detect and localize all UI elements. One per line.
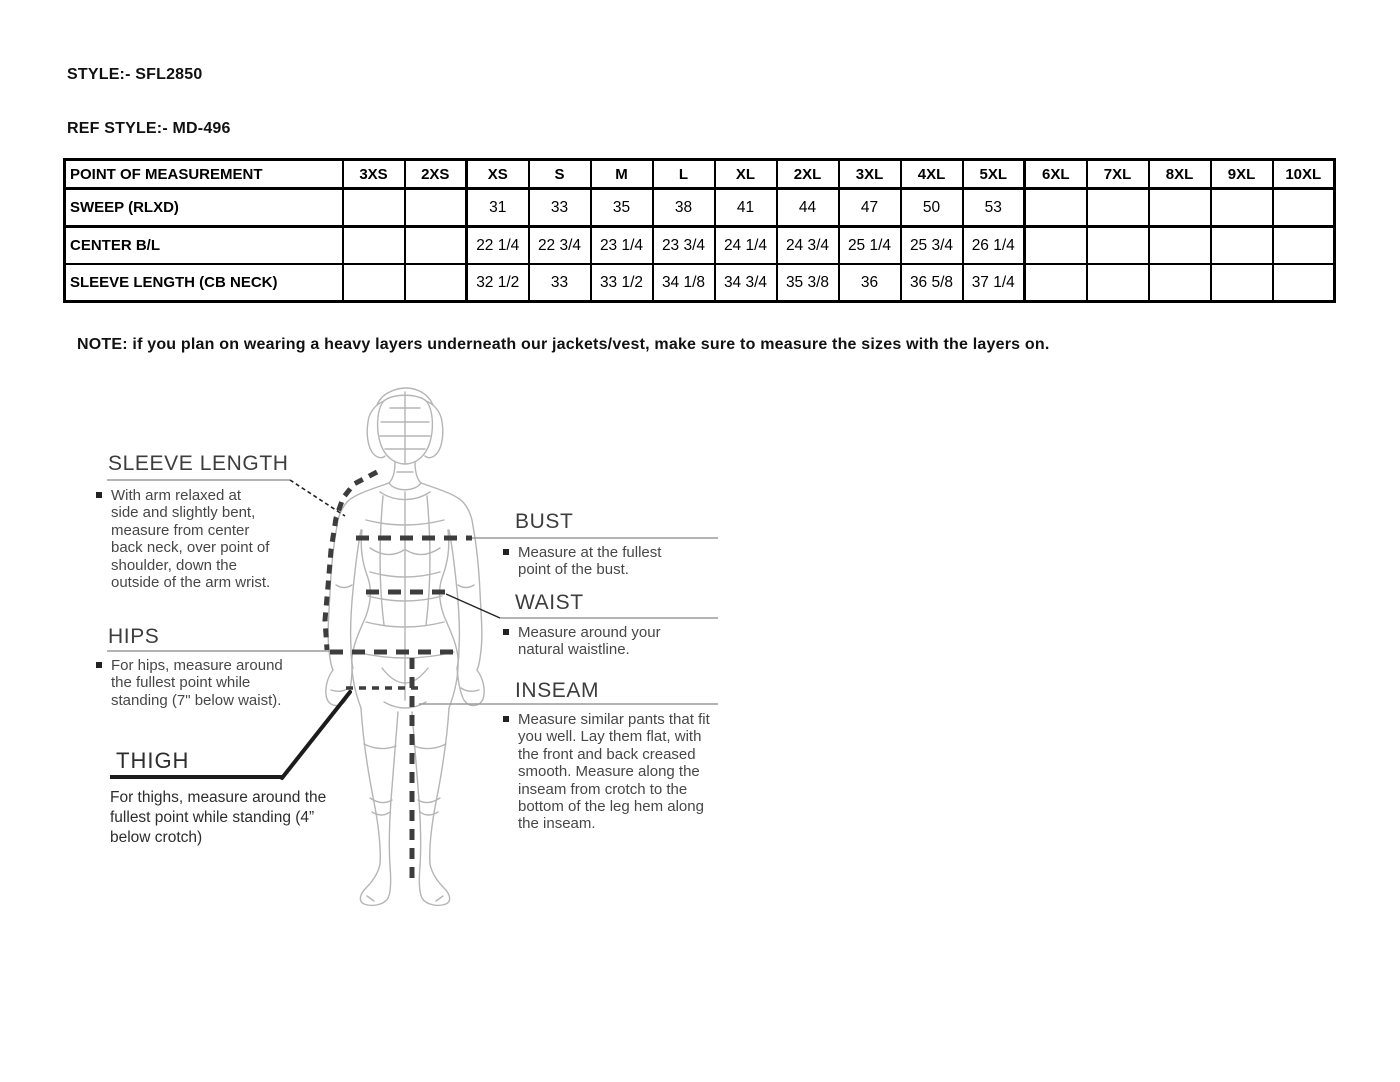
- measurement-cell: [1211, 227, 1273, 265]
- measurement-cell: 37 1/4: [963, 264, 1025, 302]
- col-header-size: 7XL: [1087, 160, 1149, 189]
- col-header-size: M: [591, 160, 653, 189]
- measurement-cell: 33 1/2: [591, 264, 653, 302]
- measurement-cell: 34 3/4: [715, 264, 777, 302]
- measurement-cell: 35 3/8: [777, 264, 839, 302]
- measurement-cell: [1087, 227, 1149, 265]
- col-header-size: 4XL: [901, 160, 963, 189]
- col-header-size: L: [653, 160, 715, 189]
- measurement-cell: 23 1/4: [591, 227, 653, 265]
- col-header-size: 6XL: [1025, 160, 1087, 189]
- measurement-cell: [343, 264, 405, 302]
- bullet-square-icon: [96, 662, 102, 668]
- col-header-size: XL: [715, 160, 777, 189]
- ref-style-label: REF STYLE:- MD-496: [67, 120, 231, 137]
- measurement-cell: [343, 189, 405, 227]
- measurement-cell: [405, 264, 467, 302]
- measurement-cell: 53: [963, 189, 1025, 227]
- col-header-size: 2XS: [405, 160, 467, 189]
- sleeve-pointer-line: [290, 480, 345, 516]
- measurement-cell: [1087, 264, 1149, 302]
- sleeve-length-description: With arm relaxed at side and slightly bent, measure from center back neck, over point of shoulder, down the outside of the arm wrist.: [96, 487, 271, 591]
- col-header-size: S: [529, 160, 591, 189]
- body-wireframe: [326, 388, 484, 905]
- measurement-cell: 44: [777, 189, 839, 227]
- bullet-square-icon: [503, 549, 509, 555]
- measurement-cell: [1025, 264, 1087, 302]
- measurement-cell: [405, 189, 467, 227]
- measurement-cell: 22 3/4: [529, 227, 591, 265]
- waist-description: Measure around your natural waistline.: [503, 624, 683, 659]
- measurement-cell: [1211, 189, 1273, 227]
- col-header-size: 3XS: [343, 160, 405, 189]
- row-label: SWEEP (RLXD): [65, 189, 343, 227]
- col-header-size: 10XL: [1273, 160, 1335, 189]
- bullet-square-icon: [503, 716, 509, 722]
- measurement-cell: 25 1/4: [839, 227, 901, 265]
- col-header-size: 5XL: [963, 160, 1025, 189]
- col-header-size: 8XL: [1149, 160, 1211, 189]
- measurement-cell: [1025, 227, 1087, 265]
- bust-heading: BUST: [515, 510, 574, 533]
- measurement-cell: 23 3/4: [653, 227, 715, 265]
- measurement-cell: 35: [591, 189, 653, 227]
- measurement-cell: 36 5/8: [901, 264, 963, 302]
- measurement-cell: 32 1/2: [467, 264, 529, 302]
- col-header-size: 3XL: [839, 160, 901, 189]
- size-table-row: [65, 189, 1335, 227]
- waist-heading: WAIST: [515, 591, 584, 614]
- measurement-cell: [1087, 189, 1149, 227]
- measurement-cell: 36: [839, 264, 901, 302]
- style-label: STYLE:- SFL2850: [67, 66, 203, 83]
- col-header-point-of-measurement: POINT OF MEASUREMENT: [65, 160, 343, 189]
- measurement-cell: 24 1/4: [715, 227, 777, 265]
- sleeve-length-heading: SLEEVE LENGTH: [108, 452, 289, 475]
- measurement-cell: [1273, 227, 1335, 265]
- measurement-cell: [405, 227, 467, 265]
- measurement-cell: 33: [529, 264, 591, 302]
- size-table-row: [65, 264, 1335, 302]
- row-label: CENTER B/L: [65, 227, 343, 265]
- inseam-heading: INSEAM: [515, 679, 600, 702]
- measurement-cell: 24 3/4: [777, 227, 839, 265]
- measurement-cell: 38: [653, 189, 715, 227]
- measurement-cell: [343, 227, 405, 265]
- thigh-pointer-line: [282, 692, 350, 778]
- measurement-cell: 33: [529, 189, 591, 227]
- bust-description: Measure at the fullest point of the bust.: [503, 544, 688, 579]
- measurement-cell: 34 1/8: [653, 264, 715, 302]
- measurement-cell: [1273, 189, 1335, 227]
- measurement-cell: 47: [839, 189, 901, 227]
- measurement-cell: [1273, 264, 1335, 302]
- hips-description: For hips, measure around the fullest point while standing (7" below waist).: [96, 657, 291, 709]
- measurement-cell: [1149, 189, 1211, 227]
- size-table-header-row: [65, 160, 1335, 189]
- note-text: NOTE: if you plan on wearing a heavy layers underneath our jackets/vest, make sure to measure the sizes with the layers on.: [77, 336, 1050, 353]
- measure-dashed-lines: [325, 472, 472, 880]
- measurement-cell: 41: [715, 189, 777, 227]
- sleeve-measure-line: [325, 472, 377, 650]
- measurement-cell: [1149, 264, 1211, 302]
- measurement-cell: 22 1/4: [467, 227, 529, 265]
- col-header-size: XS: [467, 160, 529, 189]
- measurement-cell: [1211, 264, 1273, 302]
- thigh-heading: THIGH: [116, 748, 190, 773]
- measurement-cell: [1025, 189, 1087, 227]
- measurement-cell: 26 1/4: [963, 227, 1025, 265]
- bullet-square-icon: [503, 629, 509, 635]
- size-table: [63, 158, 1336, 303]
- col-header-size: 2XL: [777, 160, 839, 189]
- waist-pointer-line: [446, 594, 500, 618]
- measurement-cell: [1149, 227, 1211, 265]
- size-table-row: [65, 227, 1335, 265]
- row-label: SLEEVE LENGTH (CB NECK): [65, 264, 343, 302]
- col-header-size: 9XL: [1211, 160, 1273, 189]
- measurement-cell: 31: [467, 189, 529, 227]
- measurement-cell: 50: [901, 189, 963, 227]
- inseam-description: Measure similar pants that fit you well. Lay them flat, with the front and back creased smooth. Measure along the inseam from crotch to the bottom of the leg hem along the inseam.: [503, 711, 723, 833]
- bullet-square-icon: [96, 492, 102, 498]
- thigh-description: For thighs, measure around the fullest point while standing (4” below crotch): [110, 789, 327, 846]
- measurement-cell: 25 3/4: [901, 227, 963, 265]
- hips-heading: HIPS: [108, 625, 160, 648]
